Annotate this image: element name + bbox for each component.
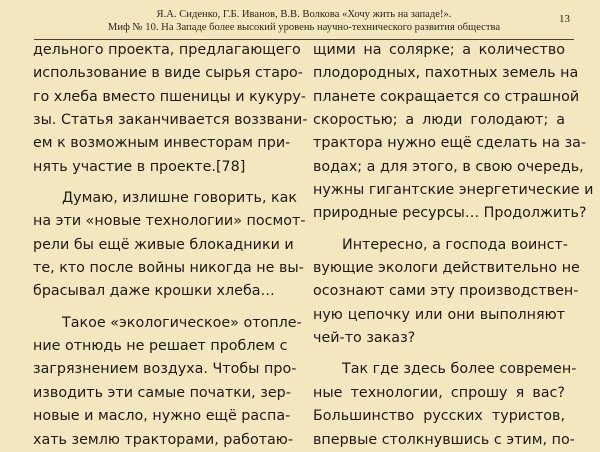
text-line: рели бы ещё живые блокадники и [33, 236, 294, 253]
text-line: впервые столкнувшись с этим, по- [313, 431, 575, 448]
text-line: загрязнением воздуха. Чтобы про- [33, 361, 297, 378]
text-line: трактора нужно ещё сделать на за- [313, 135, 587, 152]
text-line: плодородных, пахотных земель на [313, 65, 579, 82]
text-line: планете сокращается со страшной [313, 88, 580, 105]
paragraph-gap [313, 226, 565, 234]
paragraph-gap [33, 304, 285, 312]
text-line: чей-то заказ? [313, 330, 416, 347]
text-line: нять участие в проекте.[78] [33, 158, 246, 175]
text-line: ную цепочку или они выполняют [313, 306, 565, 323]
text-line: Думаю, излишне говорить, как [62, 190, 298, 207]
text-line: ем к возможным инвесторам при- [33, 135, 291, 152]
text-line: на эти «новые технологии» посмот- [33, 213, 306, 230]
text-line: новые и масло, нужно ещё распа- [33, 408, 291, 425]
text-line: нужны гигантские энергетические и [313, 182, 594, 199]
page-number: 13 [559, 13, 570, 25]
text-line: Интересно, а господа воинст- [342, 236, 568, 253]
right-column [313, 39, 594, 452]
text-line: брасывал даже крошки хлеба… [33, 283, 275, 300]
header-authors-title: Я.А. Сиденко, Г.Б. Иванов, В.В. Волкова «Хочу жить на западе!». [156, 9, 452, 20]
text-line: природные ресурсы… Продолжить? [313, 205, 587, 222]
text-line: хать землю тракторами, работаю- [33, 431, 293, 448]
text-line: Большинство русских туристов, [313, 408, 565, 425]
text-line: изводить эти самые початки, зер- [33, 384, 291, 401]
left-column [33, 39, 308, 452]
running-header [34, 8, 574, 34]
text-line: осознают сами эту производствен- [313, 283, 579, 300]
paragraph-gap [33, 179, 285, 187]
text-line: щими на солярке; а количество [313, 42, 565, 58]
text-line: скоростью; а люди голодают; а [313, 112, 565, 129]
text-line: Так где здесь более современ- [342, 361, 577, 378]
text-line: использование в виде сырья старо- [33, 65, 303, 82]
header-chapter-title: Миф № 10. На Западе более высокий уровень научно-технического развития общества [107, 22, 501, 33]
text-line: ные технологии, спрошу я вас? [313, 384, 565, 401]
text-line: Такое «экологическое» отопле- [62, 314, 302, 331]
text-line: дельного проекта, предлагающего [33, 42, 301, 58]
paragraph-gap [313, 350, 565, 358]
text-line: водах; а для этого, в свою очередь, [313, 158, 584, 175]
text-line: вующие экологи действительно не [313, 260, 580, 277]
text-line: те, кто после войны никогда не вы- [33, 260, 304, 277]
text-line: го хлеба вместо пшеницы и кукуру- [33, 88, 306, 105]
text-line: зы. Статья заканчивается воззвани- [33, 112, 308, 129]
text-line: ние отнюдь не решает проблем с [33, 338, 288, 355]
